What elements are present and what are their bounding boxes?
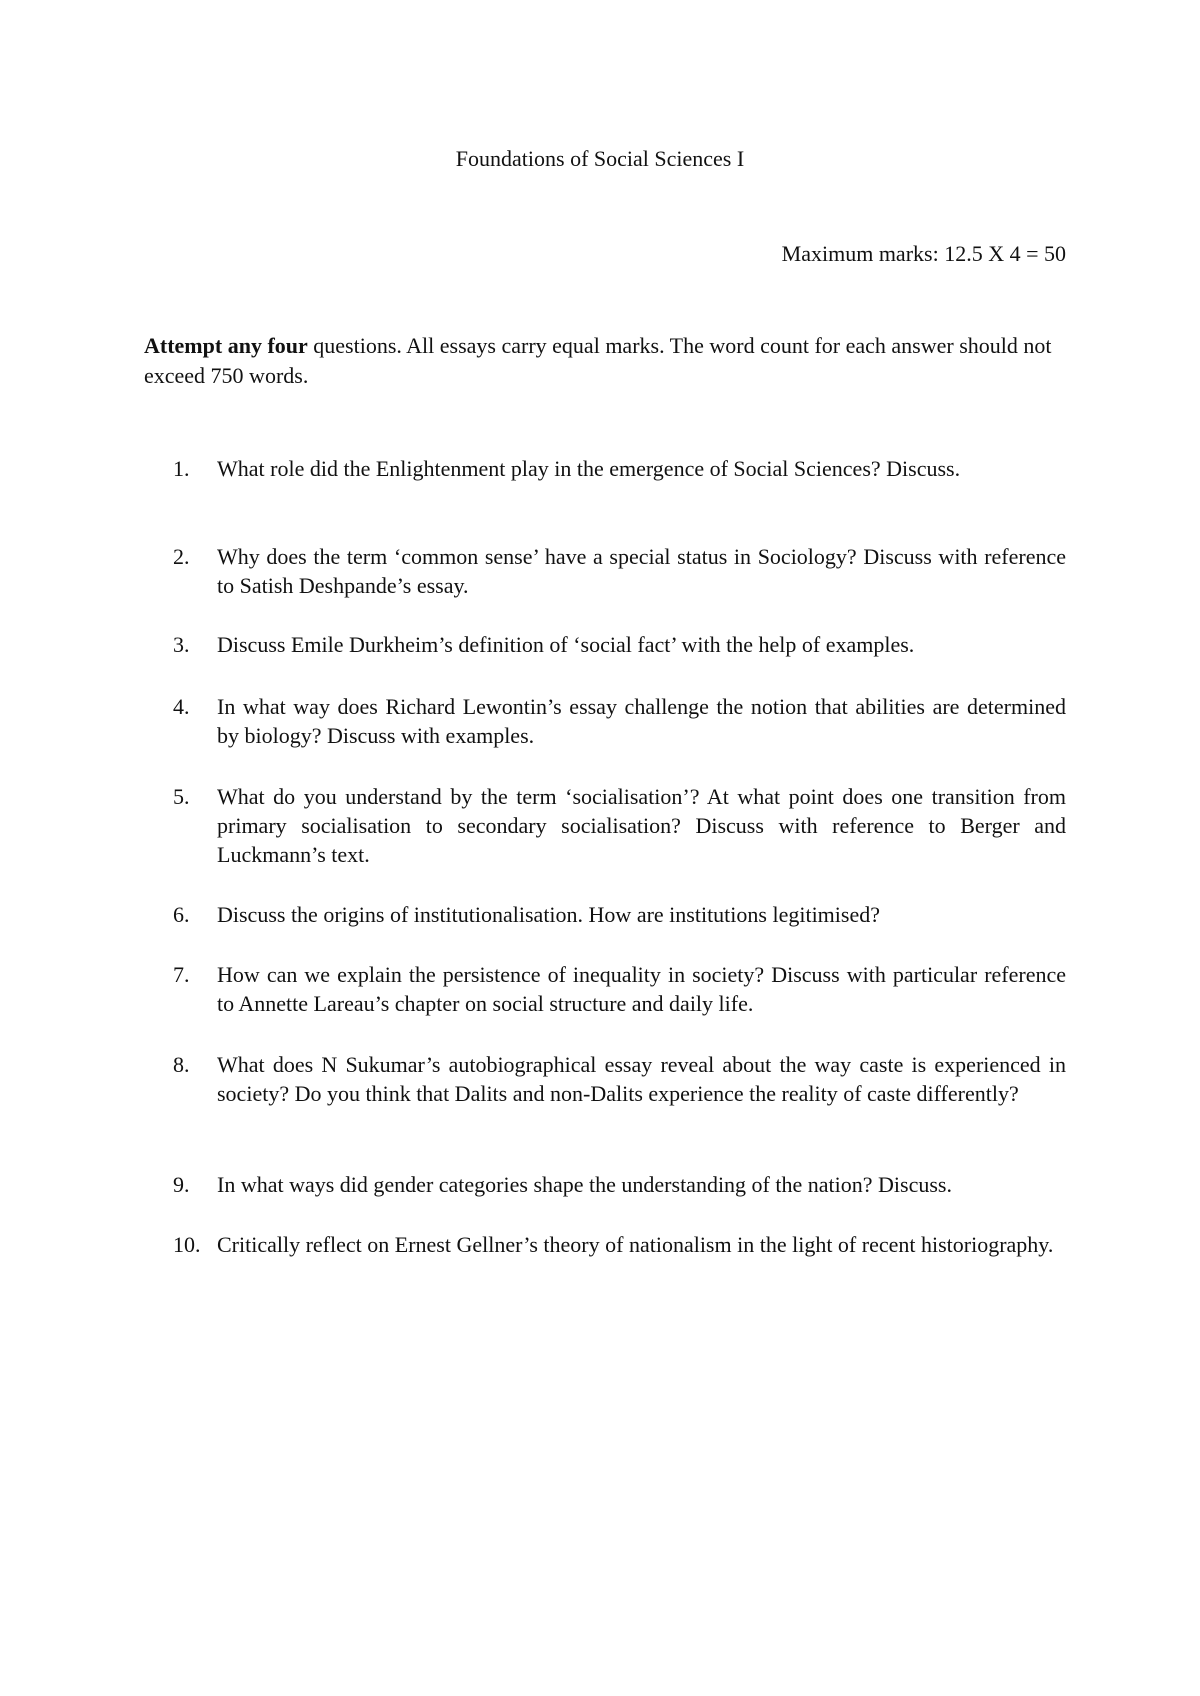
question-item — [144, 900, 1066, 929]
maximum-marks: Maximum marks: 12.5 X 4 = 50 — [781, 241, 1066, 266]
document-title: Foundations of Social Sciences I — [455, 146, 745, 171]
question-text: What does N Sukumar’s autobiographical essay reveal about the way caste is experienced in society? Do you think that Dalits and non-Dalits experience the reality of caste differently? — [217, 1052, 1066, 1106]
instructions-paragraph — [144, 331, 1066, 391]
question-item — [144, 692, 1066, 750]
question-item — [144, 960, 1066, 1018]
question-number: 3. — [173, 632, 190, 657]
question-item — [144, 542, 1066, 600]
question-text: Critically reflect on Ernest Gellner’s theory of nationalism in the light of recent historiography. — [217, 1232, 1054, 1257]
instructions-text: questions. All essays carry equal marks. The word count for each answer should not exceed 750 words. — [144, 333, 1052, 388]
question-text: Discuss the origins of institutionalisation. How are institutions legitimised? — [217, 902, 880, 927]
question-item — [144, 1170, 1066, 1199]
question-item — [144, 630, 1066, 659]
question-item — [144, 454, 1066, 483]
question-number: 7. — [173, 962, 190, 987]
question-text: In what ways did gender categories shape the understanding of the nation? Discuss. — [217, 1172, 952, 1197]
question-item — [144, 1050, 1066, 1108]
instructions-bold-attempt: Attempt — [144, 333, 223, 358]
question-number: 2. — [173, 544, 190, 569]
question-text: In what way does Richard Lewontin’s essay challenge the notion that abilities are determined by biology? Discuss with examples. — [217, 694, 1066, 748]
question-text: Discuss Emile Durkheim’s definition of ‘social fact’ with the help of examples. — [217, 632, 915, 657]
question-item — [144, 1230, 1066, 1259]
question-number: 8. — [173, 1052, 190, 1077]
question-number: 6. — [173, 902, 190, 927]
question-text: How can we explain the persistence of inequality in society? Discuss with particular reference to Annette Lareau’s chapter on social structure and daily life. — [217, 962, 1066, 1016]
question-number: 5. — [173, 784, 190, 809]
question-number: 4. — [173, 694, 190, 719]
question-number: 10. — [173, 1232, 201, 1257]
question-number: 9. — [173, 1172, 190, 1197]
question-text: Why does the term ‘common sense’ have a special status in Sociology? Discuss with reference to Satish Deshpande’s essay. — [217, 544, 1066, 598]
question-item — [144, 782, 1066, 869]
question-number: 1. — [173, 456, 190, 481]
instructions-bold-any-four: any four — [227, 333, 308, 358]
question-text: What role did the Enlightenment play in the emergence of Social Sciences? Discuss. — [217, 456, 961, 481]
question-text: What do you understand by the term ‘socialisation’? At what point does one transition from primary socialisation to secondary socialisation? Discuss with reference to Berger and Luckmann’s text. — [217, 784, 1066, 867]
